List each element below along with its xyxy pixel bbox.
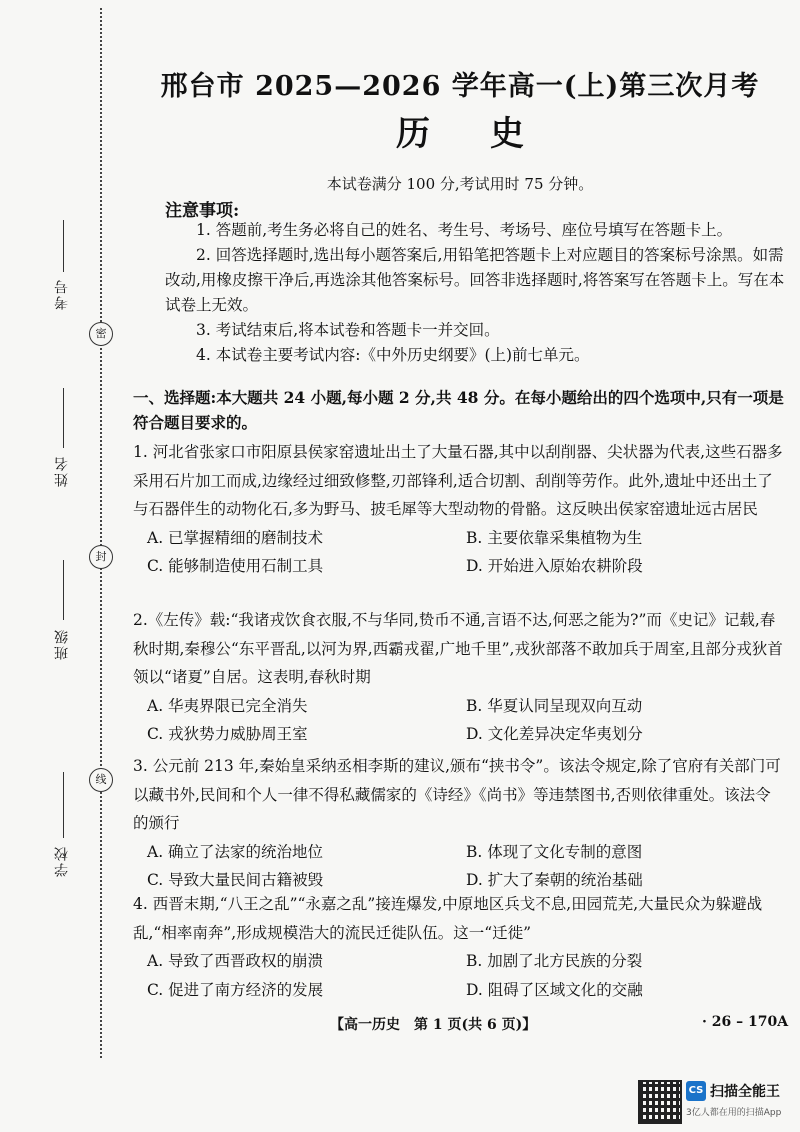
option-a: A. 确立了法家的统治地位 bbox=[147, 842, 324, 861]
question-stem: 4. 西晋末期,“八王之乱”“永嘉之乱”接连爆发,中原地区兵戈不息,田园荒芜,大量民众为躲避战乱,“相率南奔”,形成规模浩大的流民迁徙队伍。这一“迁徙” bbox=[133, 895, 763, 942]
exam-title: 邢台市 2025—2026 学年高一(上)第三次月考 bbox=[160, 71, 760, 102]
school-blank bbox=[63, 772, 64, 838]
option-a: A. 华夷界限已完全消失 bbox=[147, 696, 308, 715]
question-stem: 1. 河北省张家口市阳原县侯家窑遗址出土了大量石器,其中以刮削器、尖状器为代表,这些石器多采用石片加工而成,边缘经过细致修整,刃部锋利,适合切割、刮削等劳作。此外,遗址中还出土了与石器伴生的动物化石,多为野马、披毛犀等大型动物的骨骼。这反映出侯家窑遗址远古居民 bbox=[133, 443, 783, 518]
notice-item: 2. 回答选择题时,选出每小题答案后,用铅笔把答题卡上对应题目的答案标号涂黑。如需改动,用橡皮擦干净后,再选涂其他答案标号。回答非选择题时,将答案写在答题卡上。写在本试卷上无效。 bbox=[165, 246, 785, 314]
notice-item: 3. 考试结束后,将本试卷和答题卡一并交回。 bbox=[196, 321, 500, 339]
option-c: C. 导致大量民间古籍被毁 bbox=[147, 871, 324, 889]
question-4 bbox=[133, 890, 785, 1004]
notice-list bbox=[165, 218, 785, 368]
name-blank bbox=[63, 388, 64, 448]
paper-code: · 26 – 170A bbox=[702, 1014, 789, 1030]
name-label: 姓名 bbox=[54, 455, 70, 487]
exam-number-label: 考号 bbox=[54, 278, 70, 310]
class-label: 班级 bbox=[54, 628, 70, 660]
option-c: C. 戎狄势力威胁周王室 bbox=[147, 725, 308, 743]
option-b: B. 主要依靠采集植物为生 bbox=[466, 528, 643, 547]
option-d: D. 扩大了秦朝的统治基础 bbox=[466, 871, 643, 889]
option-a: A. 导致了西晋政权的崩溃 bbox=[147, 952, 324, 970]
option-d: D. 开始进入原始农耕阶段 bbox=[466, 557, 643, 575]
notice-item: 1. 答题前,考生务必将自己的姓名、考生号、考场号、座位号填写在答题卡上。 bbox=[196, 221, 733, 239]
camscanner-logo-icon: CS bbox=[686, 1081, 706, 1101]
school-label: 学校 bbox=[54, 845, 70, 877]
exam-number-blank bbox=[63, 220, 64, 272]
question-stem: 3. 公元前 213 年,秦始皇采纳丞相李斯的建议,颁布“挟书令”。该法令规定,除了官府有关部门可以藏书外,民间和个人一律不得私藏儒家的《诗经》《尚书》等违禁图书,否则依律重处。该法令的颁行 bbox=[133, 757, 781, 832]
option-b: B. 加剧了北方民族的分裂 bbox=[466, 952, 643, 970]
option-d: D. 文化差异决定华夷划分 bbox=[466, 725, 643, 743]
question-options bbox=[133, 838, 785, 895]
notice-item: 4. 本试卷主要考试内容:《中外历史纲要》(上)前七单元。 bbox=[196, 346, 590, 364]
notice-title: 注意事项: bbox=[165, 201, 240, 221]
score-note: 本试卷满分 100 分,考试用时 75 分钟。 bbox=[326, 175, 594, 193]
question-3 bbox=[133, 752, 785, 895]
question-options bbox=[133, 692, 785, 749]
option-a: A. 已掌握精细的磨制技术 bbox=[147, 528, 324, 547]
section-heading: 一、选择题:本大题共 24 小题,每小题 2 分,共 48 分。在每小题给出的四个选项中,只有一项是符合题目要求的。 bbox=[133, 388, 784, 432]
question-2 bbox=[133, 606, 785, 749]
question-options bbox=[133, 524, 785, 581]
option-b: B. 华夏认同呈现双向互动 bbox=[466, 696, 643, 715]
page-info: 【高一历史 第 1 页(共 6 页)】 bbox=[330, 1017, 537, 1033]
subject-title: 历史 bbox=[396, 114, 584, 154]
option-b: B. 体现了文化专制的意图 bbox=[466, 842, 643, 861]
option-d: D. 阻碍了区域文化的交融 bbox=[466, 980, 643, 999]
scanner-app-name: 扫描全能王 bbox=[710, 1084, 780, 1100]
question-options bbox=[133, 947, 785, 1004]
scanner-tagline: 3亿人都在用的扫描App bbox=[686, 1108, 782, 1118]
question-1 bbox=[133, 438, 785, 581]
seal-mark-1: 密 bbox=[89, 322, 113, 346]
class-blank bbox=[63, 560, 64, 620]
binding-dotted-line bbox=[100, 8, 102, 1058]
option-c: C. 促进了南方经济的发展 bbox=[147, 980, 324, 999]
qr-code-icon bbox=[638, 1080, 682, 1124]
seal-mark-2: 封 bbox=[89, 545, 113, 569]
seal-mark-3: 线 bbox=[89, 768, 113, 792]
question-stem: 2.《左传》载:“我诸戎饮食衣服,不与华同,贽币不通,言语不达,何恶之能为?”而《史记》记载,春秋时期,秦穆公“东平晋乱,以河为界,西霸戎翟,广地千里”,戎狄部落不敢加兵于周室,且部分戎狄首领以“诸夏”自居。这表明,春秋时期 bbox=[133, 611, 783, 686]
option-c: C. 能够制造使用石制工具 bbox=[147, 557, 324, 575]
